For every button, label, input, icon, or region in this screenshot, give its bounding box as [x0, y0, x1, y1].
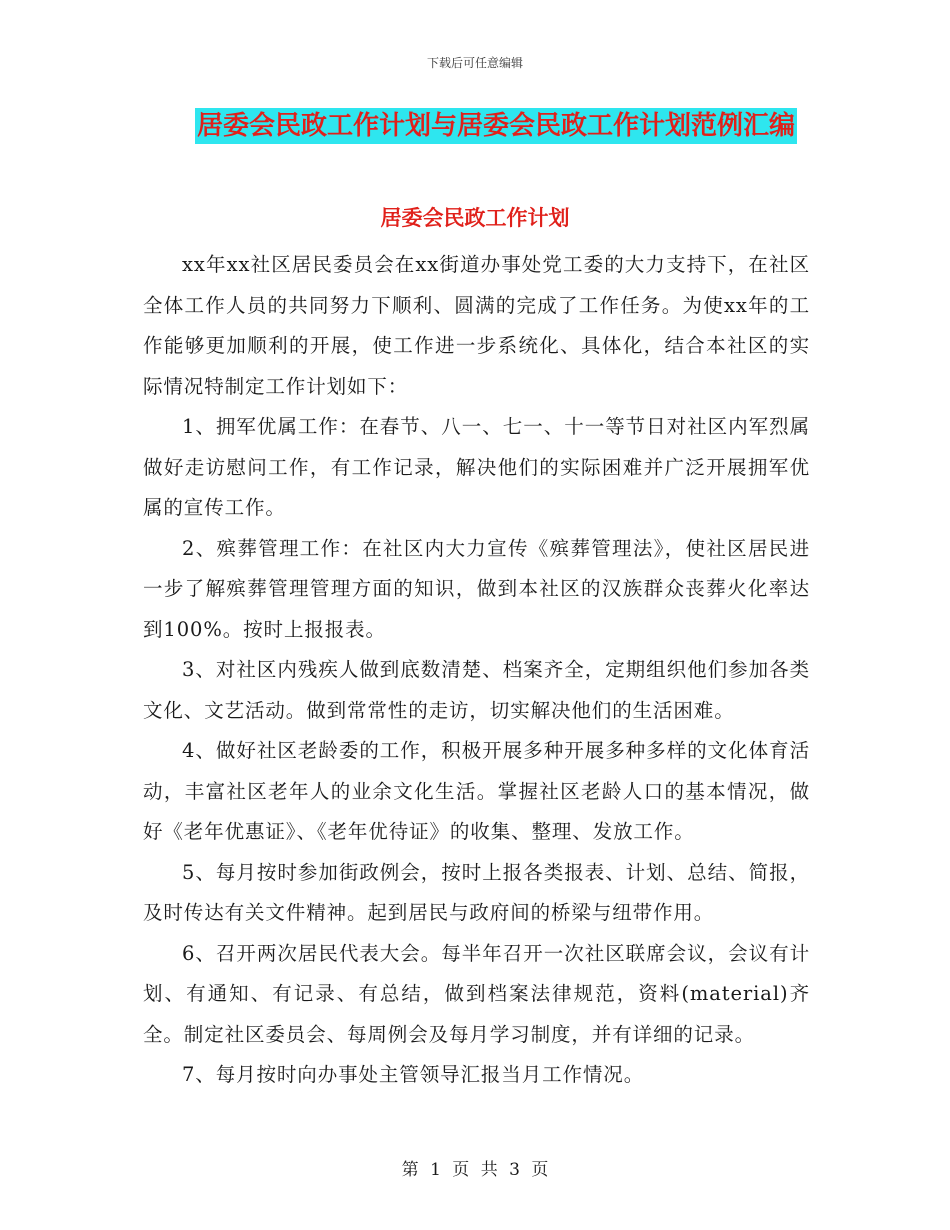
intro-paragraph: xx年xx社区居民委员会在xx街道办事处党工委的大力支持下，在社区全体工作人员的共同努力下顺利、圆满的完成了工作任务。为使xx年的工作能够更加顺利的开展，使工作进一步系统化、具体化，结合本社区的实际情况特制定工作计划如下： — [143, 253, 810, 398]
item-paragraph-3: 3、对社区内残疾人做到底数清楚、档案齐全，定期组织他们参加各类文化、文艺活动。做到常常性的走访，切实解决他们的生活困难。 — [143, 658, 810, 722]
item-paragraph-6: 6、召开两次居民代表大会。每半年召开一次社区联席会议，会议有计划、有通知、有记录、有总结，做到档案法律规范，资料(material)齐全。制定社区委员会、每周例会及每月学习制度，并有详细的记录。 — [143, 941, 810, 1046]
item-paragraph-2: 2、殡葬管理工作：在社区内大力宣传《殡葬管理法》，使社区居民进一步了解殡葬管理管理方面的知识，做到本社区的汉族群众丧葬火化率达到100%。按时上报报表。 — [143, 536, 810, 641]
item-paragraph-4: 4、做好社区老龄委的工作，积极开展多种开展多种多样的文化体育活动，丰富社区老年人的业余文化生活。掌握社区老龄人口的基本情况，做好《老年优惠证》、《老年优待证》的收集、整理、发放工作。 — [143, 739, 810, 843]
header-note: 下载后可任意编辑 — [426, 56, 523, 70]
page-footer: 第 1 页 共 3 页 — [401, 1160, 549, 1180]
section-title: 居委会民政工作计划 — [380, 206, 570, 230]
item-paragraph-1: 1、拥军优属工作：在春节、八一、七一、十一等节日对社区内军烈属做好走访慰问工作，有工作记录，解决他们的实际困难并广泛开展拥军优属的宣传工作。 — [143, 415, 810, 519]
item-paragraph-5: 5、每月按时参加街政例会，按时上报各类报表、计划、总结、简报，及时传达有关文件精神。起到居民与政府间的桥梁与纽带作用。 — [143, 860, 810, 924]
item-paragraph-7: 7、每月按时向办事处主管领导汇报当月工作情况。 — [182, 1063, 645, 1086]
document-title: 居委会民政工作计划与居委会民政工作计划范例汇编 — [195, 108, 797, 144]
body-text — [143, 245, 810, 1096]
